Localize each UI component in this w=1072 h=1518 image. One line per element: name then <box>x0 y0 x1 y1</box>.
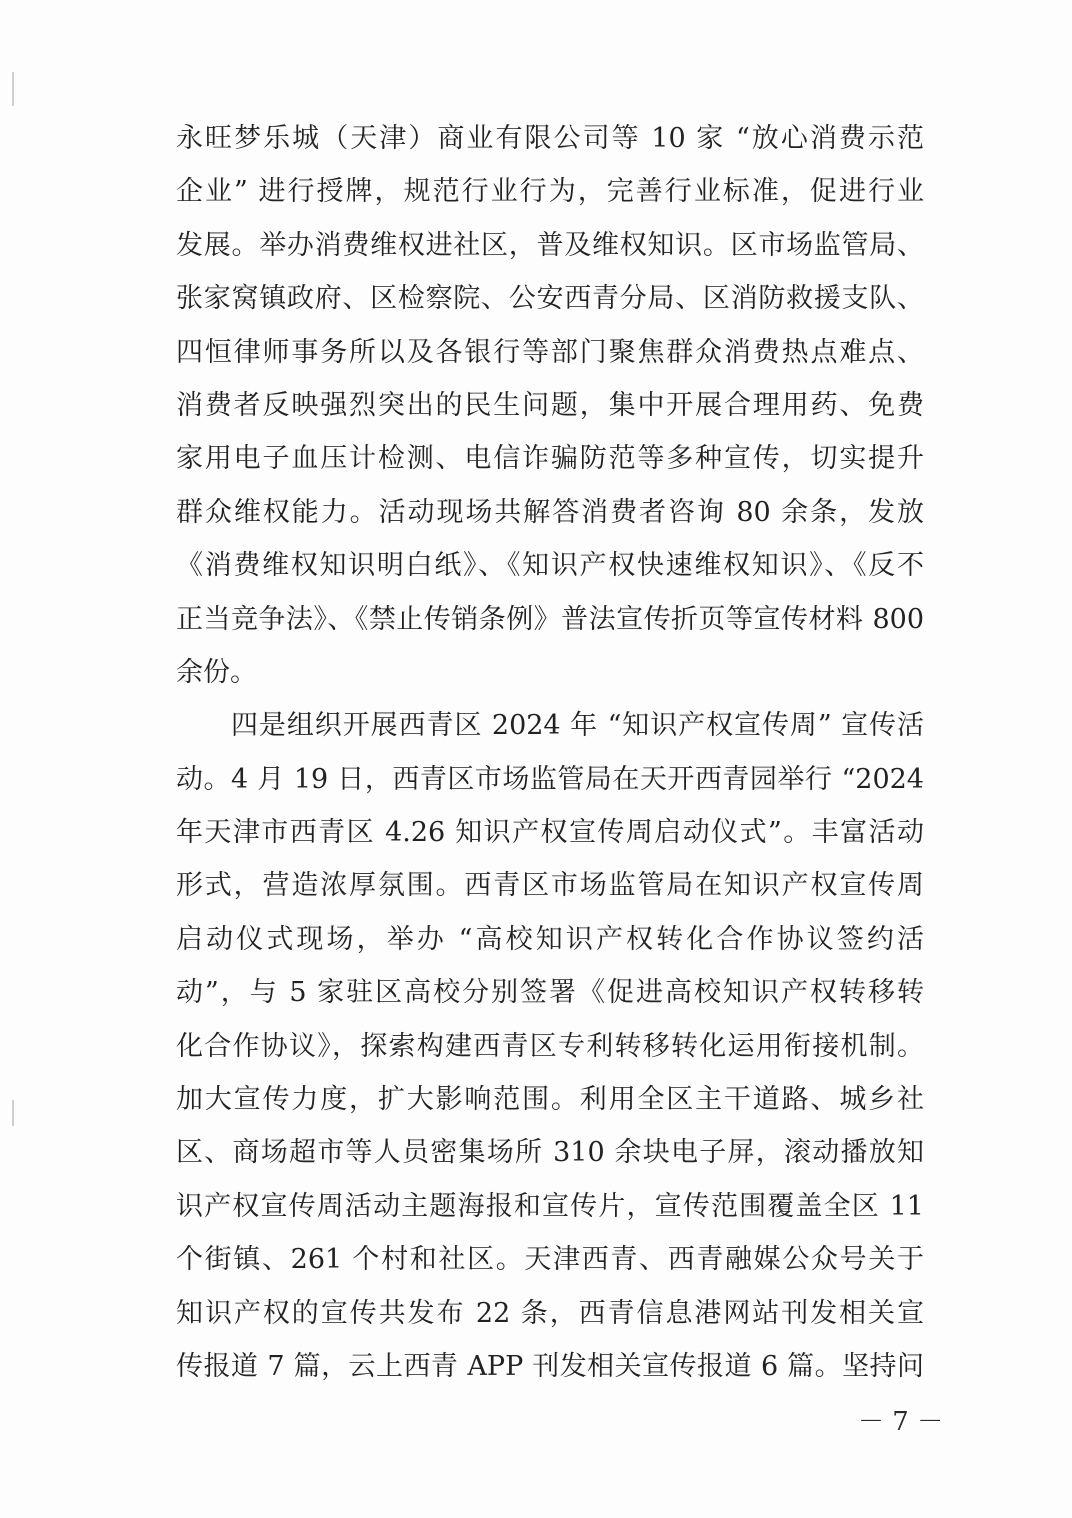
text-line: 正当竞争法》、《禁止传销条例》普法宣传折页等宣传材料 800 <box>176 603 924 635</box>
text-line: 知识产权的宣传共发布 22 条，西青信息港网站刊发相关宣 <box>176 1297 924 1329</box>
text-line: 启动仪式现场，举办 “高校知识产权转化合作协议签约活 <box>176 923 924 955</box>
text-line: 个街镇、261 个村和社区。天津西青、西青融媒公众号关于 <box>176 1244 924 1276</box>
page-number: － 7 － <box>858 1407 944 1437</box>
text-line: 区、商场超市等人员密集场所 310 余块电子屏，滚动播放知 <box>176 1137 924 1169</box>
text-line: 张家窝镇政府、区检察院、公安西青分局、区消防救援支队、 <box>176 283 924 315</box>
text-line: 四恒律师事务所以及各银行等部门聚焦群众消费热点难点、 <box>176 336 924 368</box>
text-line: 发展。举办消费维权进社区，普及维权知识。区市场监管局、 <box>176 229 924 261</box>
text-line: 动”，与 5 家驻区高校分别签署《促进高校知识产权转移转 <box>176 977 924 1009</box>
text-line: 识产权宣传周活动主题海报和宣传片，宣传范围覆盖全区 11 <box>176 1190 924 1222</box>
text-line: 永旺梦乐城（天津）商业有限公司等 10 家 “放心消费示范 <box>176 123 924 154</box>
paragraph-start-line: 四是组织开展西青区 2024 年 “知识产权宣传周” 宣传活 <box>231 710 924 742</box>
text-line: 家用电子血压计检测、电信诈骗防范等多种宣传，切实提升 <box>176 443 924 475</box>
text-line: 动。4 月 19 日，西青区市场监管局在天开西青园举行 “2024 <box>176 763 924 795</box>
document-body <box>176 112 924 1393</box>
text-line: 消费者反映强烈突出的民生问题，集中开展合理用药、免费 <box>176 389 924 421</box>
text-line: 传报道 7 篇，云上西青 APP 刊发相关宣传报道 6 篇。坚持问 <box>176 1350 924 1382</box>
text-line: 化合作协议》，探索构建西青区专利转移转化运用衔接机制。 <box>176 1030 924 1062</box>
text-line: 《消费维权知识明白纸》、《知识产权快速维权知识》、《反不 <box>176 550 924 582</box>
scan-edge-mark <box>12 1100 14 1126</box>
text-line: 群众维权能力。活动现场共解答消费者咨询 80 余条，发放 <box>176 496 924 528</box>
text-line: 余份。 <box>176 656 257 688</box>
scan-edge-mark <box>12 72 14 106</box>
text-line: 年天津市西青区 4.26 知识产权宣传周启动仪式”。丰富活动 <box>176 817 924 849</box>
text-line: 加大宣传力度，扩大影响范围。利用全区主干道路、城乡社 <box>176 1084 924 1116</box>
text-line: 企业” 进行授牌，规范行业行为，完善行业标准，促进行业 <box>176 176 924 208</box>
text-line: 形式，营造浓厚氛围。西青区市场监管局在知识产权宣传周 <box>176 870 924 902</box>
